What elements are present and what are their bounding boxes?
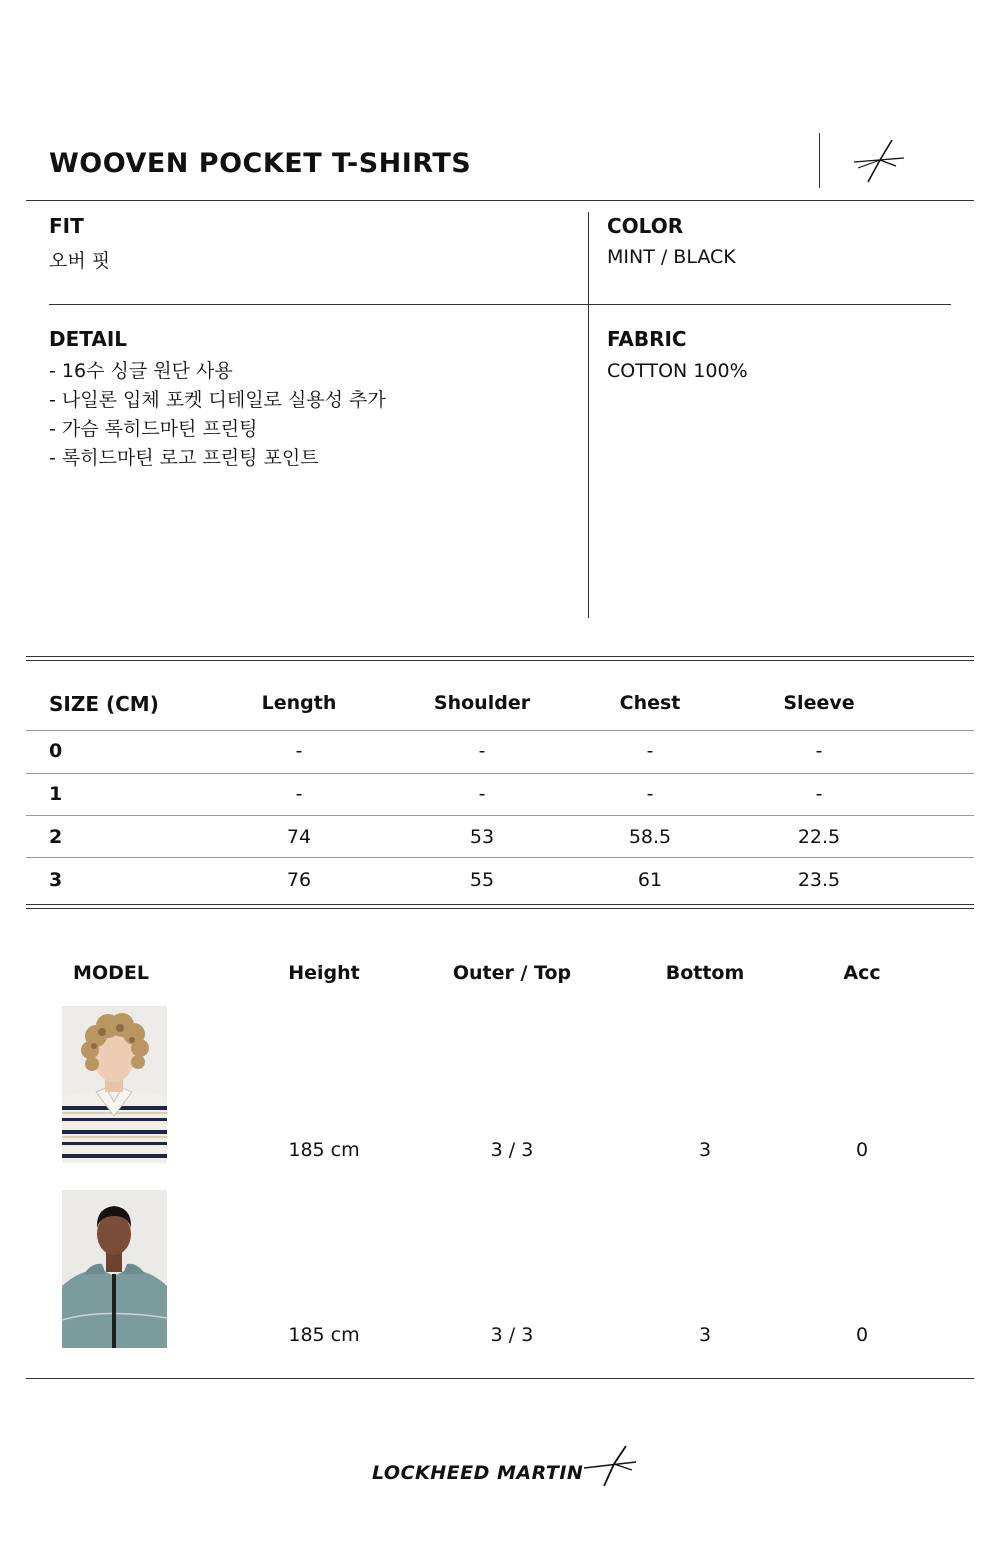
- size-row-rule: [26, 730, 974, 731]
- shoulder-cell: -: [478, 740, 486, 762]
- brand-logo: [372, 1444, 642, 1490]
- size-header-chest: Chest: [619, 692, 681, 714]
- size-row-rule: [26, 857, 974, 858]
- height-cell: 185 cm: [288, 1324, 360, 1346]
- size-table-bottom-rule: [26, 904, 974, 905]
- sleeve-cell: 23.5: [797, 869, 841, 891]
- header-divider: [819, 133, 820, 188]
- acc-cell: 0: [855, 1324, 869, 1346]
- length-cell: 74: [286, 826, 312, 848]
- chest-cell: 58.5: [628, 826, 672, 848]
- model-photo: [62, 1190, 167, 1348]
- size-header-sleeve: Sleeve: [783, 692, 855, 714]
- size-header-size: SIZE (CM): [49, 692, 159, 716]
- height-cell: 185 cm: [288, 1139, 360, 1161]
- shoulder-cell: -: [478, 783, 486, 805]
- chest-cell: -: [646, 740, 654, 762]
- info-divider: [588, 212, 589, 618]
- sleeve-cell: -: [815, 740, 823, 762]
- outer-top-cell: 3 / 3: [490, 1139, 534, 1161]
- size-row-rule: [26, 815, 974, 816]
- detail-line: - 가슴 록히드마틴 프린팅: [49, 418, 258, 440]
- chest-cell: -: [646, 783, 654, 805]
- model-header-bottom: Bottom: [665, 962, 745, 984]
- detail-line: - 나일론 입체 포켓 디테일로 실용성 추가: [49, 389, 386, 411]
- model-header-model: MODEL: [73, 962, 149, 984]
- size-cell: 0: [49, 740, 63, 762]
- detail-label: DETAIL: [49, 327, 128, 351]
- color-value: MINT / BLACK: [607, 246, 736, 268]
- model-header-height: Height: [288, 962, 360, 984]
- sleeve-cell: 22.5: [797, 826, 841, 848]
- size-header-length: Length: [261, 692, 337, 714]
- shoulder-cell: 55: [469, 869, 495, 891]
- shoulder-cell: 53: [469, 826, 495, 848]
- page-title: WOOVEN POCKET T-SHIRTS: [49, 148, 472, 179]
- size-cell: 2: [49, 826, 63, 848]
- model-photo: [62, 1006, 167, 1163]
- size-table-top-rule: [26, 656, 974, 657]
- color-label: COLOR: [607, 214, 684, 238]
- brand-logo-text: LOCKHEED MARTIN: [372, 1462, 584, 1484]
- acc-cell: 0: [855, 1139, 869, 1161]
- detail-line: - 16수 싱글 원단 사용: [49, 360, 233, 382]
- sleeve-cell: -: [815, 783, 823, 805]
- size-table-bottom-rule: [26, 908, 974, 909]
- model-header-acc: Acc: [843, 962, 881, 984]
- length-cell: 76: [286, 869, 312, 891]
- detail-list: [49, 357, 386, 473]
- outer-top-cell: 3 / 3: [490, 1324, 534, 1346]
- size-row-rule: [26, 773, 974, 774]
- detail-line: - 록히드마틴 로고 프린팅 포인트: [49, 447, 319, 469]
- fabric-value: COTTON 100%: [607, 360, 748, 382]
- fit-value: 오버 핏: [49, 250, 111, 272]
- size-header-shoulder: Shoulder: [433, 692, 531, 714]
- star-logo-icon: [582, 1444, 638, 1488]
- bottom-cell: 3: [698, 1324, 712, 1346]
- size-table-top-rule: [26, 660, 974, 661]
- bottom-cell: 3: [698, 1139, 712, 1161]
- fit-label: FIT: [49, 214, 84, 238]
- model-table-bottom-rule: [26, 1378, 974, 1379]
- model-header-outer-top: Outer / Top: [452, 962, 572, 984]
- length-cell: -: [295, 783, 303, 805]
- chest-cell: 61: [637, 869, 663, 891]
- header-rule: [26, 200, 974, 201]
- length-cell: -: [295, 740, 303, 762]
- size-cell: 3: [49, 869, 63, 891]
- fabric-label: FABRIC: [607, 327, 687, 351]
- star-logo-icon: [852, 138, 906, 186]
- info-rule: [49, 304, 951, 305]
- size-cell: 1: [49, 783, 63, 805]
